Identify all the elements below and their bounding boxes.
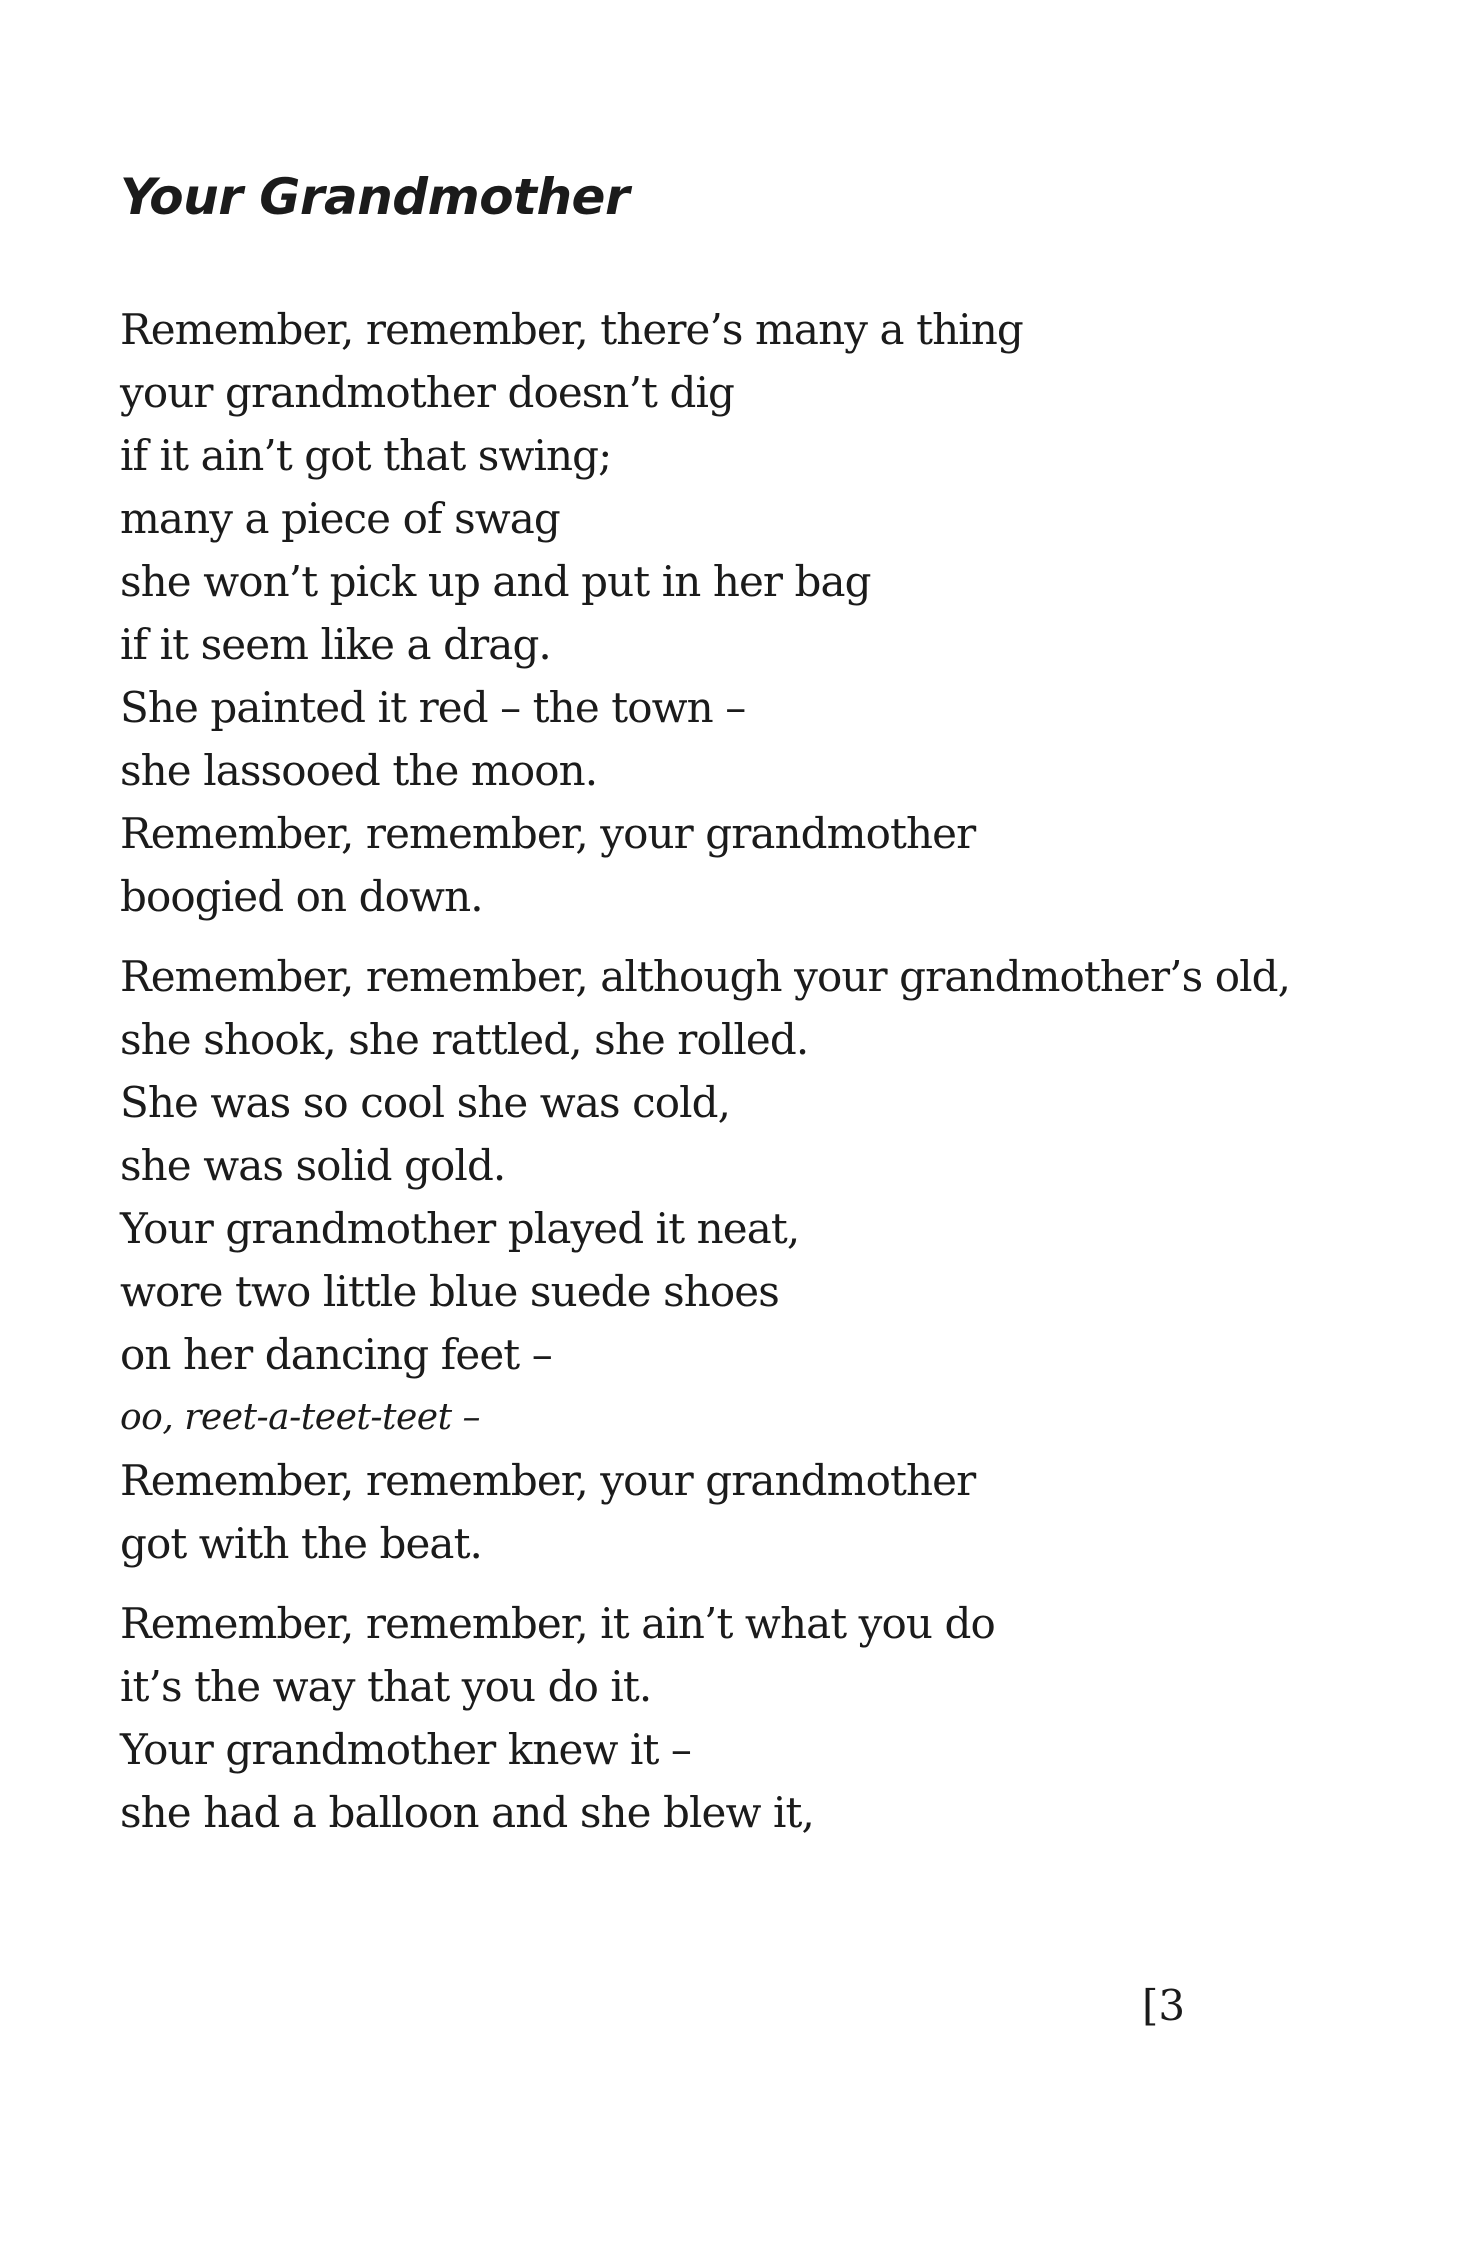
- poem-line-italic: oo, reet-a-teet-teet –: [120, 1397, 481, 1438]
- poem-line: Your grandmother played it neat,: [120, 1204, 800, 1253]
- poem-line: it’s the way that you do it.: [120, 1662, 652, 1711]
- poem-line: if it seem like a drag.: [120, 620, 551, 669]
- poem-line: Your grandmother knew it –: [120, 1725, 692, 1774]
- poem-line: Remember, remember, there’s many a thing: [120, 305, 1023, 354]
- poem-line: many a piece of swag: [120, 494, 560, 543]
- poem-body: [120, 298, 1360, 1844]
- stanza-3: [120, 1592, 1360, 1844]
- poem-line: Remember, remember, your grandmother: [120, 809, 976, 858]
- poem-line: if it ain’t got that swing;: [120, 431, 612, 480]
- poem-line: got with the beat.: [120, 1519, 483, 1568]
- poem-line: your grandmother doesn’t dig: [120, 368, 734, 417]
- stanza-2: [120, 945, 1360, 1575]
- poem-line: she had a balloon and she blew it,: [120, 1788, 814, 1837]
- poem-line: Remember, remember, your grandmother: [120, 1456, 976, 1505]
- poem-line: She was so cool she was cold,: [120, 1078, 731, 1127]
- page-number: [3: [1142, 1981, 1186, 2030]
- poem-line: she lassooed the moon.: [120, 746, 598, 795]
- poem-line: on her dancing feet –: [120, 1330, 552, 1379]
- poem-line: Remember, remember, although your grandmother’s old,: [120, 952, 1291, 1001]
- poem-line: Remember, remember, it ain’t what you do: [120, 1599, 995, 1648]
- stanza-1: [120, 298, 1360, 928]
- poem-line: she was solid gold.: [120, 1141, 506, 1190]
- poem-line: she won’t pick up and put in her bag: [120, 557, 871, 606]
- poem-line: boogied on down.: [120, 872, 483, 921]
- poem-line: wore two little blue suede shoes: [120, 1267, 779, 1316]
- poem-line: she shook, she rattled, she rolled.: [120, 1015, 809, 1064]
- poem-title: Your Grandmother: [120, 168, 630, 226]
- poem-line: She painted it red – the town –: [120, 683, 746, 732]
